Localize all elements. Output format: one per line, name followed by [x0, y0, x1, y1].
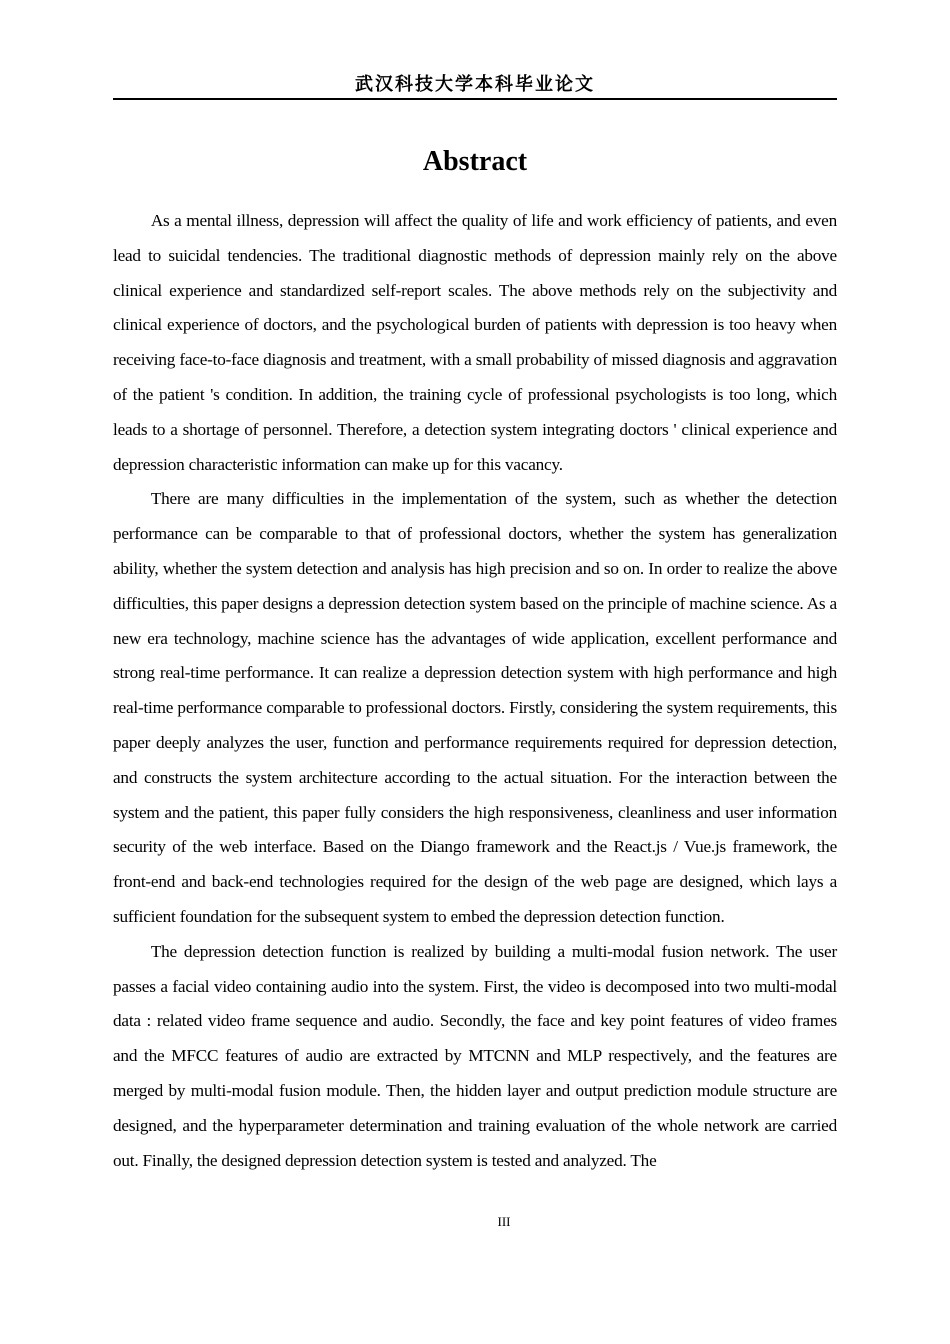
section-title: Abstract [422, 146, 528, 177]
running-header: 武汉科技大学本科毕业论文 [113, 72, 837, 100]
paragraph-2: There are many difficulties in the implementation of the system, such as whether the detection performance can be comparable to that of professional doctors, whether the system has generalization ability, whether the system detection and analysis has high precision and so on. In order to realize the above difficulties, this paper designs a depression detection system based on the principle of machine science. As a new era technology, machine science has the advantages of wide application, excellent performance and strong real-time performance. It can realize a depression detection system with high performance and high real-time performance comparable to professional doctors. Firstly, considering the system requirements, this paper deeply analyzes the user, function and performance requirements required for depression detection, and constructs the system architecture according to the actual situation. For the interaction between the system and the patient, this paper fully considers the high responsiveness, cleanliness and user information security of the web interface. Based on the Diango framework and the React.js / Vue.js framework, the front-end and back-end technologies required for the design of the web page are designed, which lays a sufficient foundation for the subsequent system to embed the depression detection function. [113, 489, 837, 926]
paragraph-1: As a mental illness, depression will affect the quality of life and work efficiency of patients, and even lead to suicidal tendencies. The traditional diagnostic methods of depression mainly rely on the above clinical experience and standardized self-report scales. The above methods rely on the subjectivity and clinical experience of doctors, and the psychological burden of patients with depression is too heavy when receiving face-to-face diagnosis and treatment, with a small probability of missed diagnosis and aggravation of the patient 's condition. In addition, the training cycle of professional psychologists is too long, which leads to a shortage of personnel. Therefore, a detection system integrating doctors ' clinical experience and depression characteristic information can make up for this vacancy. [113, 211, 837, 474]
paragraph-3: The depression detection function is realized by building a multi-modal fusion network. The user passes a facial video containing audio into the system. First, the video is decomposed into two multi-modal data : related video frame sequence and audio. Secondly, the face and key point features of video frames and the MFCC features of audio are extracted by MTCNN and MLP respectively, and the features are merged by multi-modal fusion module. Then, the hidden layer and output prediction module structure are designed, and the hyperparameter determination and training evaluation of the whole network are carried out. Finally, the designed depression detection system is tested and analyzed. The [113, 941, 837, 1170]
page-number: III [497, 1214, 511, 1229]
abstract-body [113, 204, 837, 1178]
